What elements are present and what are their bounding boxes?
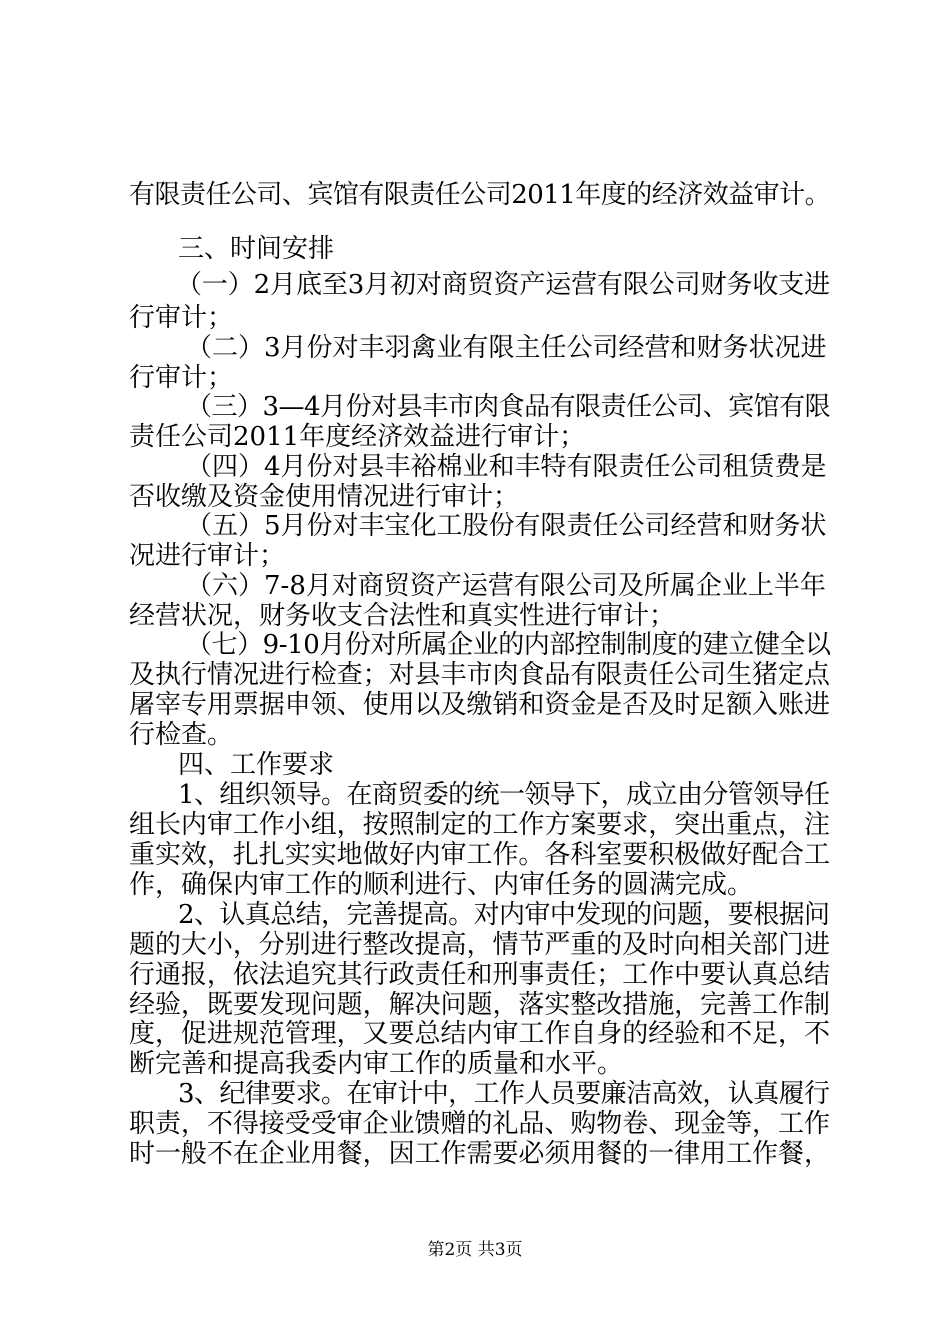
body-line: （四）4月份对县丰裕棉业和丰特有限责任公司租赁费是 bbox=[186, 452, 827, 482]
body-line: （五）5月份对丰宝化工股份有限责任公司经营和财务状 bbox=[186, 511, 827, 541]
body-line: （七）9-10月份对所属企业的内部控制制度的建立健全以 bbox=[186, 630, 831, 660]
body-line: 责任公司2011年度经济效益进行审计； bbox=[129, 422, 586, 452]
body-line: 行审计； bbox=[129, 363, 234, 393]
body-line: （六）7-8月对商贸资产运营有限公司及所属企业上半年 bbox=[186, 571, 826, 601]
body-line: 重实效，扎扎实实地做好内审工作。各科室要积极做好配合工 bbox=[129, 840, 830, 870]
body-line: 否收缴及资金使用情况进行审计； bbox=[129, 482, 520, 512]
body-line: （一）2月底至3月初对商贸资产运营有限公司财务收支进 bbox=[176, 270, 830, 300]
body-line: 3、纪律要求。在审计中，工作人员要廉洁高效，认真履行 bbox=[178, 1079, 830, 1109]
section-heading: 三、时间安排 bbox=[178, 234, 335, 264]
body-line: 2、认真总结，完善提高。对内审中发现的问题，要根据问 bbox=[178, 900, 830, 930]
body-line: 时一般不在企业用餐，因工作需要必须用餐的一律用工作餐， bbox=[129, 1139, 830, 1169]
body-line: 1、组织领导。在商贸委的统一领导下，成立由分管领导任 bbox=[178, 780, 830, 810]
body-line: 行审计； bbox=[129, 303, 234, 333]
body-line: 有限责任公司、宾馆有限责任公司2011年度的经济效益审计。 bbox=[129, 180, 831, 210]
body-line: 断完善和提高我委内审工作的质量和水平。 bbox=[129, 1049, 624, 1079]
body-line: 行通报，依法追究其行政责任和刑事责任；工作中要认真总结 bbox=[129, 960, 830, 990]
body-line: 职责，不得接受受审企业馈赠的礼品、购物卷、现金等，工作 bbox=[129, 1109, 830, 1139]
section-heading: 四、工作要求 bbox=[178, 750, 335, 780]
body-line: 经营状况，财务收支合法性和真实性进行审计； bbox=[129, 601, 676, 631]
body-line: 行检查。 bbox=[129, 720, 234, 750]
body-line: 况进行审计； bbox=[129, 541, 286, 571]
page-number-footer: 第2页 共3页 bbox=[427, 1240, 523, 1260]
body-line: 度，促进规范管理，又要总结内审工作自身的经验和不足，不 bbox=[129, 1019, 830, 1049]
body-line: （三）3—4月份对县丰市肉食品有限责任公司、宾馆有限 bbox=[186, 392, 831, 422]
body-line: 屠宰专用票据申领、使用以及缴销和资金是否及时足额入账进 bbox=[129, 690, 830, 720]
body-line: （二）3月份对丰羽禽业有限主任公司经营和财务状况进 bbox=[186, 333, 827, 363]
body-line: 经验，既要发现问题，解决问题，落实整改措施，完善工作制 bbox=[129, 990, 830, 1020]
body-line: 题的大小，分别进行整改提高，情节严重的及时向相关部门进 bbox=[129, 930, 830, 960]
body-line: 及执行情况进行检查；对县丰市肉食品有限责任公司生猪定点 bbox=[129, 660, 830, 690]
body-line: 作，确保内审工作的顺利进行、内审任务的圆满完成。 bbox=[129, 870, 754, 900]
body-line: 组长内审工作小组，按照制定的工作方案要求，突出重点，注 bbox=[129, 810, 830, 840]
